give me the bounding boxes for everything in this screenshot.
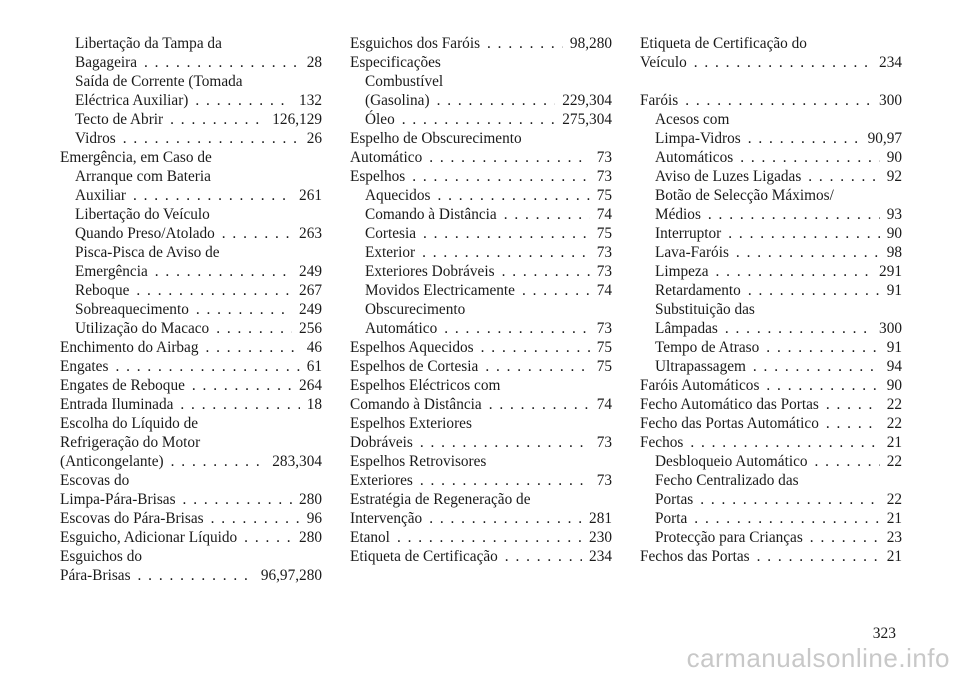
entry-page-ref: 91 [886, 339, 902, 356]
index-entry [640, 395, 902, 414]
dot-leader [133, 186, 292, 205]
entry-text: Automáticos [655, 149, 734, 166]
index-subentry [640, 509, 902, 528]
entry-page-ref: 275,304 [562, 111, 612, 128]
index-entry [640, 433, 902, 452]
entry-text: Lâmpadas [655, 320, 718, 337]
index-entry [60, 338, 322, 357]
entry-text: Pisca-Pisca de Aviso de [75, 244, 220, 261]
entry-text: Ultrapassagem [655, 358, 746, 375]
entry-text: Lava-Faróis [655, 244, 729, 261]
entry-text: Sobreaquecimento [75, 301, 189, 318]
index-subentry [350, 91, 612, 110]
index-entry [350, 452, 612, 471]
dot-leader [195, 91, 292, 110]
entry-text: Interruptor [655, 225, 722, 242]
entry-text: Espelhos Aquecidos [350, 339, 474, 356]
dot-leader [420, 433, 590, 452]
dot-leader [766, 376, 879, 395]
index-entry [350, 338, 612, 357]
entry-page-ref: 21 [886, 510, 902, 527]
entry-text: Estratégia de Regeneração de [350, 491, 531, 508]
page-number: 323 [872, 625, 896, 642]
entry-page-ref: 98 [886, 244, 902, 261]
entry-page-ref: 267 [299, 282, 322, 299]
entry-page-ref: 90,97 [867, 130, 902, 147]
entry-text: Enchimento do Airbag [60, 339, 199, 356]
entry-page-ref: 46 [306, 339, 322, 356]
entry-page-ref: 21 [886, 548, 902, 565]
entry-text: Espelho de Obscurecimento [350, 130, 522, 147]
entry-page-ref: 280 [299, 529, 322, 546]
entry-page-ref: 75 [596, 339, 612, 356]
entry-text: Aquecidos [365, 187, 431, 204]
index-subentry [60, 300, 322, 319]
index-entry [640, 34, 902, 53]
dot-leader [694, 509, 879, 528]
index-subentry [350, 72, 612, 91]
index-entry [640, 547, 902, 566]
entry-page-ref: 96,97,280 [260, 567, 322, 584]
entry-page-ref: 22 [886, 491, 902, 508]
entry-text: Botão de Selecção Máximos/ [655, 187, 834, 204]
dot-leader [180, 395, 299, 414]
index-column-3 [640, 34, 902, 566]
dot-leader [144, 53, 300, 72]
dot-leader [170, 110, 265, 129]
entry-text: Espelhos Exteriores [350, 415, 472, 432]
dot-leader [115, 357, 299, 376]
entry-text: Exteriores [350, 472, 413, 489]
entry-text: Esguicho, Adicionar Líquido [60, 529, 238, 546]
index-entry [60, 509, 322, 528]
index-subentry [640, 452, 902, 471]
entry-page-ref: 90 [886, 377, 902, 394]
entry-text: Quando Preso/Atolado [75, 225, 215, 242]
dot-leader [402, 110, 556, 129]
index-subentry [640, 262, 902, 281]
entry-text: Dobráveis [350, 434, 413, 451]
entry-text: Combustível [365, 73, 444, 90]
entry-page-ref: 73 [596, 263, 612, 280]
entry-page-ref: 280 [299, 491, 322, 508]
dot-leader [753, 357, 880, 376]
entry-text: Desbloqueio Automático [655, 453, 808, 470]
entry-text: Espelhos Eléctricos com [350, 377, 501, 394]
entry-text: Bagageira [75, 54, 138, 71]
index-entry [350, 509, 612, 528]
index-subentry [640, 205, 902, 224]
dot-leader [757, 547, 880, 566]
index-entry [60, 395, 322, 414]
entry-text: Emergência [75, 263, 148, 280]
entry-text: Etanol [350, 529, 390, 546]
index-subentry [640, 243, 902, 262]
index-entry [60, 490, 322, 509]
entry-page-ref: 93 [886, 206, 902, 223]
entry-text: Escovas do [60, 472, 130, 489]
dot-leader [725, 319, 872, 338]
entry-page-ref: 264 [299, 377, 322, 394]
dot-leader [444, 319, 589, 338]
entry-page-ref: 73 [596, 168, 612, 185]
dot-leader [487, 34, 563, 53]
dot-leader [685, 91, 872, 110]
index-entry [350, 395, 612, 414]
dot-leader [183, 490, 293, 509]
dot-leader [397, 528, 582, 547]
index-entry [350, 53, 612, 72]
entry-text: Entrada Iluminada [60, 396, 174, 413]
entry-page-ref: 73 [596, 244, 612, 261]
index-subentry [640, 357, 902, 376]
entry-text: Tempo de Atraso [655, 339, 760, 356]
dot-leader [171, 452, 266, 471]
entry-text: Refrigeração do Motor [60, 434, 201, 451]
entry-text: Etiqueta de Certificação do [640, 35, 807, 52]
index-subentry [640, 528, 902, 547]
dot-leader [412, 167, 589, 186]
index-subentry [60, 262, 322, 281]
dot-leader [489, 395, 590, 414]
index-entry [60, 528, 322, 547]
index-subentry [350, 224, 612, 243]
index-subentry [350, 110, 612, 129]
entry-page-ref: 74 [596, 396, 612, 413]
dot-leader [502, 262, 590, 281]
index-entry [350, 34, 612, 53]
dot-leader [192, 376, 292, 395]
index-entry [60, 414, 322, 433]
dot-leader [429, 148, 589, 167]
index-subentry [350, 281, 612, 300]
entry-text: Eléctrica Auxiliar) [75, 92, 189, 109]
dot-leader [522, 281, 590, 300]
entry-page-ref: 90 [886, 149, 902, 166]
index-entry [350, 414, 612, 433]
entry-text: Espelhos de Cortesia [350, 358, 479, 375]
index-subentry [60, 167, 322, 186]
index-entry [350, 490, 612, 509]
entry-text: Comando à Distância [350, 396, 482, 413]
index-subentry [640, 129, 902, 148]
entry-page-ref: 75 [596, 225, 612, 242]
entry-text: Esguichos do [60, 548, 143, 565]
entry-page-ref: 73 [596, 472, 612, 489]
entry-page-ref: 300 [879, 320, 902, 337]
dot-leader [222, 224, 292, 243]
dot-leader [505, 547, 582, 566]
entry-page-ref: 300 [879, 92, 902, 109]
entry-text: Fecho das Portas Automático [640, 415, 819, 432]
index-spacer [640, 72, 902, 91]
index-subentry [640, 338, 902, 357]
index-subentry [350, 262, 612, 281]
dot-leader [810, 528, 880, 547]
index-subentry [60, 53, 322, 72]
index-subentry [640, 110, 902, 129]
entry-page-ref: 126,129 [272, 111, 322, 128]
index-subentry [350, 186, 612, 205]
dot-leader [123, 129, 300, 148]
index-entry [640, 414, 902, 433]
entry-text: Reboque [75, 282, 130, 299]
entry-text: Libertação da Tampa da [75, 35, 222, 52]
entry-text: Emergência, em Caso de [60, 149, 212, 166]
index-subentry [60, 129, 322, 148]
index-entry [60, 471, 322, 490]
index-entry [60, 357, 322, 376]
entry-page-ref: 249 [299, 301, 322, 318]
dot-leader [155, 262, 292, 281]
entry-text: Pára-Brisas [60, 567, 131, 584]
entry-page-ref: 249 [299, 263, 322, 280]
index-entry [350, 376, 612, 395]
entry-page-ref: 263 [299, 225, 322, 242]
index-subentry [60, 205, 322, 224]
entry-page-ref: 92 [886, 168, 902, 185]
entry-text: Engates [60, 358, 109, 375]
entry-text: Fecho Automático das Portas [640, 396, 819, 413]
index-entry [60, 566, 322, 585]
entry-text: Faróis Automáticos [640, 377, 760, 394]
entry-page-ref: 73 [596, 434, 612, 451]
index-subentry [60, 91, 322, 110]
dot-leader [211, 509, 300, 528]
entry-text: Obscurecimento [365, 301, 466, 318]
entry-text: Espelhos Retrovisores [350, 453, 487, 470]
dot-leader [748, 281, 880, 300]
entry-page-ref: 61 [306, 358, 322, 375]
entry-page-ref: 22 [886, 453, 902, 470]
index-subentry [60, 243, 322, 262]
entry-text: Utilização do Macaco [75, 320, 210, 337]
index-entry [350, 129, 612, 148]
entry-text: Fechos das Portas [640, 548, 750, 565]
entry-page-ref: 281 [589, 510, 612, 527]
entry-page-ref: 75 [596, 187, 612, 204]
index-subentry [350, 300, 612, 319]
dot-leader [481, 338, 590, 357]
index-subentry [640, 490, 902, 509]
entry-text: Acesos com [655, 111, 730, 128]
entry-page-ref: 234 [589, 548, 612, 565]
entry-text: Libertação do Veículo [75, 206, 210, 223]
entry-page-ref: 229,304 [562, 92, 612, 109]
dot-leader [244, 528, 292, 547]
entry-text: Médios [655, 206, 701, 223]
entry-text: Engates de Reboque [60, 377, 185, 394]
dot-leader [420, 471, 590, 490]
entry-page-ref: 94 [886, 358, 902, 375]
entry-page-ref: 96 [306, 510, 322, 527]
dot-leader [694, 53, 872, 72]
entry-text: Retardamento [655, 282, 741, 299]
entry-text: Portas [655, 491, 694, 508]
entry-page-ref: 26 [306, 130, 322, 147]
entry-text: Exterior [365, 244, 416, 261]
entry-text: Aviso de Luzes Ligadas [655, 168, 802, 185]
entry-text: Intervenção [350, 510, 423, 527]
entry-text: Arranque com Bateria [75, 168, 211, 185]
dot-leader [826, 414, 880, 433]
entry-text: Fecho Centralizado das [655, 472, 799, 489]
index-entry [350, 471, 612, 490]
dot-leader [708, 205, 880, 224]
entry-text: Espelhos [350, 168, 406, 185]
entry-text: Fechos [640, 434, 684, 451]
entry-text: Protecção para Crianças [655, 529, 803, 546]
entry-text: Limpa-Pára-Brisas [60, 491, 176, 508]
entry-text: Especificações [350, 54, 441, 71]
entry-text: Exteriores Dobráveis [365, 263, 495, 280]
entry-text: Tecto de Abrir [75, 111, 164, 128]
dot-leader [504, 205, 590, 224]
entry-page-ref: 256 [299, 320, 322, 337]
entry-text: Automático [365, 320, 438, 337]
index-subentry [60, 281, 322, 300]
index-subentry [640, 471, 902, 490]
entry-page-ref: 73 [596, 149, 612, 166]
entry-page-ref: 291 [879, 263, 902, 280]
index-subentry [640, 300, 902, 319]
entry-text: Cortesia [365, 225, 416, 242]
dot-leader [216, 319, 292, 338]
dot-leader [437, 91, 556, 110]
entry-page-ref: 28 [306, 54, 322, 71]
dot-leader [138, 566, 254, 585]
index-subentry [60, 186, 322, 205]
entry-page-ref: 132 [299, 92, 322, 109]
dot-leader [690, 433, 879, 452]
index-subentry [350, 243, 612, 262]
entry-page-ref: 98,280 [569, 35, 612, 52]
index-entry [60, 433, 322, 452]
entry-page-ref: 74 [596, 206, 612, 223]
index-entry [350, 528, 612, 547]
entry-text: Veículo [640, 54, 687, 71]
dot-leader [429, 509, 582, 528]
dot-leader [422, 243, 590, 262]
index-subentry [60, 319, 322, 338]
index-subentry [640, 319, 902, 338]
entry-page-ref: 234 [879, 54, 902, 71]
entry-page-ref: 21 [886, 434, 902, 451]
entry-page-ref: 283,304 [272, 453, 322, 470]
index-subentry [640, 186, 902, 205]
index-entry [640, 53, 902, 72]
index-entry [350, 167, 612, 186]
entry-text: Esguichos dos Faróis [350, 35, 481, 52]
entry-text: Etiqueta de Certificação [350, 548, 498, 565]
index-entry [60, 547, 322, 566]
index-entry [60, 376, 322, 395]
dot-leader [728, 224, 879, 243]
entry-page-ref: 23 [886, 529, 902, 546]
dot-leader [437, 186, 589, 205]
entry-page-ref: 18 [306, 396, 322, 413]
dot-leader [815, 452, 880, 471]
entry-text: Movidos Electricamente [365, 282, 515, 299]
entry-text: Óleo [365, 111, 395, 128]
index-entry [350, 433, 612, 452]
entry-text: Limpeza [655, 263, 709, 280]
index-subentry [640, 148, 902, 167]
entry-page-ref: 73 [596, 320, 612, 337]
index-entry [640, 91, 902, 110]
dot-leader [700, 490, 879, 509]
index-subentry [60, 72, 322, 91]
index-column-1 [60, 34, 322, 585]
index-subentry [350, 205, 612, 224]
index-entry [640, 376, 902, 395]
entry-page-ref: 74 [596, 282, 612, 299]
entry-page-ref: 261 [299, 187, 322, 204]
entry-page-ref: 22 [886, 415, 902, 432]
entry-page-ref: 22 [886, 396, 902, 413]
index-entry [60, 148, 322, 167]
entry-text: Automático [350, 149, 423, 166]
entry-text: Escovas do Pára-Brisas [60, 510, 204, 527]
entry-text: Faróis [640, 92, 679, 109]
entry-page-ref: 91 [886, 282, 902, 299]
entry-page-ref: 90 [886, 225, 902, 242]
dot-leader [826, 395, 880, 414]
dot-leader [423, 224, 590, 243]
index-subentry [640, 281, 902, 300]
index-subentry [640, 167, 902, 186]
index-entry [60, 452, 322, 471]
watermark-logo: carmanualsonline.info [686, 643, 950, 673]
index-column-2 [350, 34, 612, 566]
index-entry [350, 357, 612, 376]
dot-leader [196, 300, 292, 319]
index-entry [350, 547, 612, 566]
entry-text: Limpa-Vidros [655, 130, 741, 147]
index-subentry [350, 319, 612, 338]
index-subentry [60, 224, 322, 243]
dot-leader [766, 338, 879, 357]
dot-leader [136, 281, 292, 300]
entry-text: (Gasolina) [365, 92, 430, 109]
entry-text: Comando à Distância [365, 206, 497, 223]
dot-leader [485, 357, 589, 376]
entry-text: Escolha do Líquido de [60, 415, 199, 432]
entry-page-ref: 75 [596, 358, 612, 375]
entry-text: Porta [655, 510, 688, 527]
entry-text: Vidros [75, 130, 116, 147]
index-subentry [60, 34, 322, 53]
dot-leader [740, 148, 880, 167]
entry-text: Auxiliar [75, 187, 126, 204]
dot-leader [808, 167, 879, 186]
index-subentry [640, 224, 902, 243]
entry-text: Substituição das [655, 301, 755, 318]
index-subentry [60, 110, 322, 129]
dot-leader [206, 338, 300, 357]
index-entry [350, 148, 612, 167]
entry-text: Saída de Corrente (Tomada [75, 73, 243, 90]
dot-leader [716, 262, 873, 281]
dot-leader [736, 243, 880, 262]
dot-leader [748, 129, 861, 148]
entry-text: (Anticongelante) [60, 453, 164, 470]
entry-page-ref: 230 [589, 529, 612, 546]
